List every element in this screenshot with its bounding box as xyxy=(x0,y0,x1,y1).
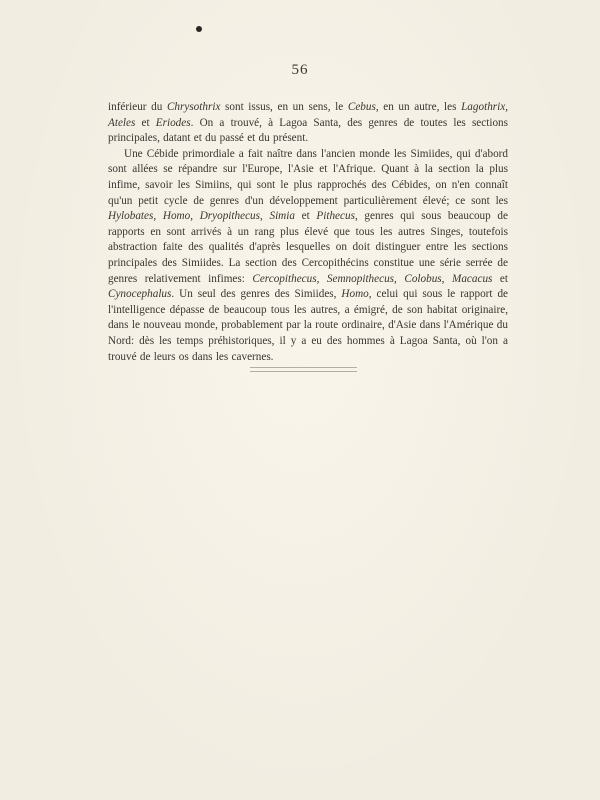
genus-name: Lagothrix xyxy=(461,101,506,113)
paragraph-2 xyxy=(108,147,508,365)
text-run: , xyxy=(153,210,163,223)
genus-name: Ateles xyxy=(108,116,136,129)
text-run: et xyxy=(135,116,156,129)
genus-name: Cynocephalus xyxy=(108,288,172,301)
text-run: inférieur du xyxy=(108,101,167,113)
genus-name: Cebus xyxy=(347,101,376,113)
text-run: et xyxy=(492,272,508,285)
genus-name: Semnopithecus xyxy=(326,272,395,285)
genus-name: Cercopithecus xyxy=(252,272,317,285)
text-run: , celui qui sous le rapport de l'intelligence dépasse de beaucoup tous les autres, a émigré, de son habitat originaire, dans le nouveau monde, probablement par la route ordinaire, d'Asie dans l'Amérique du Nord: dès les temps préhistoriques, il y a eu des hommes à Lagoa Santa, où l'on a trouvé de leurs os dans les cavernes. xyxy=(108,288,508,363)
text-run: . Un seul des genres des Simiides, xyxy=(171,288,342,301)
ink-speck xyxy=(196,26,202,32)
text-run: et xyxy=(294,210,317,223)
text-run: , xyxy=(316,272,327,285)
genus-name: Eriodes xyxy=(155,116,191,129)
page-number: 56 xyxy=(291,62,309,78)
text-run: , xyxy=(441,272,452,285)
genus-name: Dryopithecus xyxy=(199,210,260,223)
text-run: , xyxy=(505,101,509,113)
genus-name: Homo xyxy=(341,288,369,301)
section-divider xyxy=(250,367,357,372)
text-run: , xyxy=(259,210,270,223)
genus-name: Hylobates xyxy=(108,210,154,223)
genus-name: Simia xyxy=(269,210,295,223)
text-run: sont issus, en un sens, le xyxy=(220,101,348,113)
text-run: Une Cébide primordiale a fait naître dans l'ancien monde les Simiides, qui d'abord sont allées se répandre sur l'Europe, l'Asie et l'Afrique. Quant à la section la plus infime, savoir les Simiins, qui sont le plus rapprochés des Cébides, on n'en connaît qu'un petit cycle de genres d'un développement particulièrement élevé; ce sont les xyxy=(108,147,508,207)
text-run: , xyxy=(394,272,405,285)
body-text xyxy=(108,100,508,365)
genus-name: Macacus xyxy=(452,272,493,285)
text-run: , en un autre, les xyxy=(375,101,462,113)
genus-name: Homo xyxy=(162,210,191,223)
genus-name: Pithecus xyxy=(316,210,355,223)
genus-name: Chrysothrix xyxy=(166,101,221,113)
genus-name: Colobus xyxy=(404,272,442,285)
text-run: . On a trouvé, à Lagoa Santa, des genres de toutes les sections principales, datant et du passé et du présent. xyxy=(108,116,508,145)
text-run: , xyxy=(190,210,200,223)
paragraph-1 xyxy=(108,100,508,147)
text-run: , genres qui sous beaucoup de rapports en sont arrivés à un rang plus élevé que tous les autres Singes, toutefois abstraction faite des qualités d'après lesquelles on doit distinguer entre les sections principales des Simiides. La section des Cercopithécins constitue une série serrée de genres relativement infimes: xyxy=(108,210,508,285)
